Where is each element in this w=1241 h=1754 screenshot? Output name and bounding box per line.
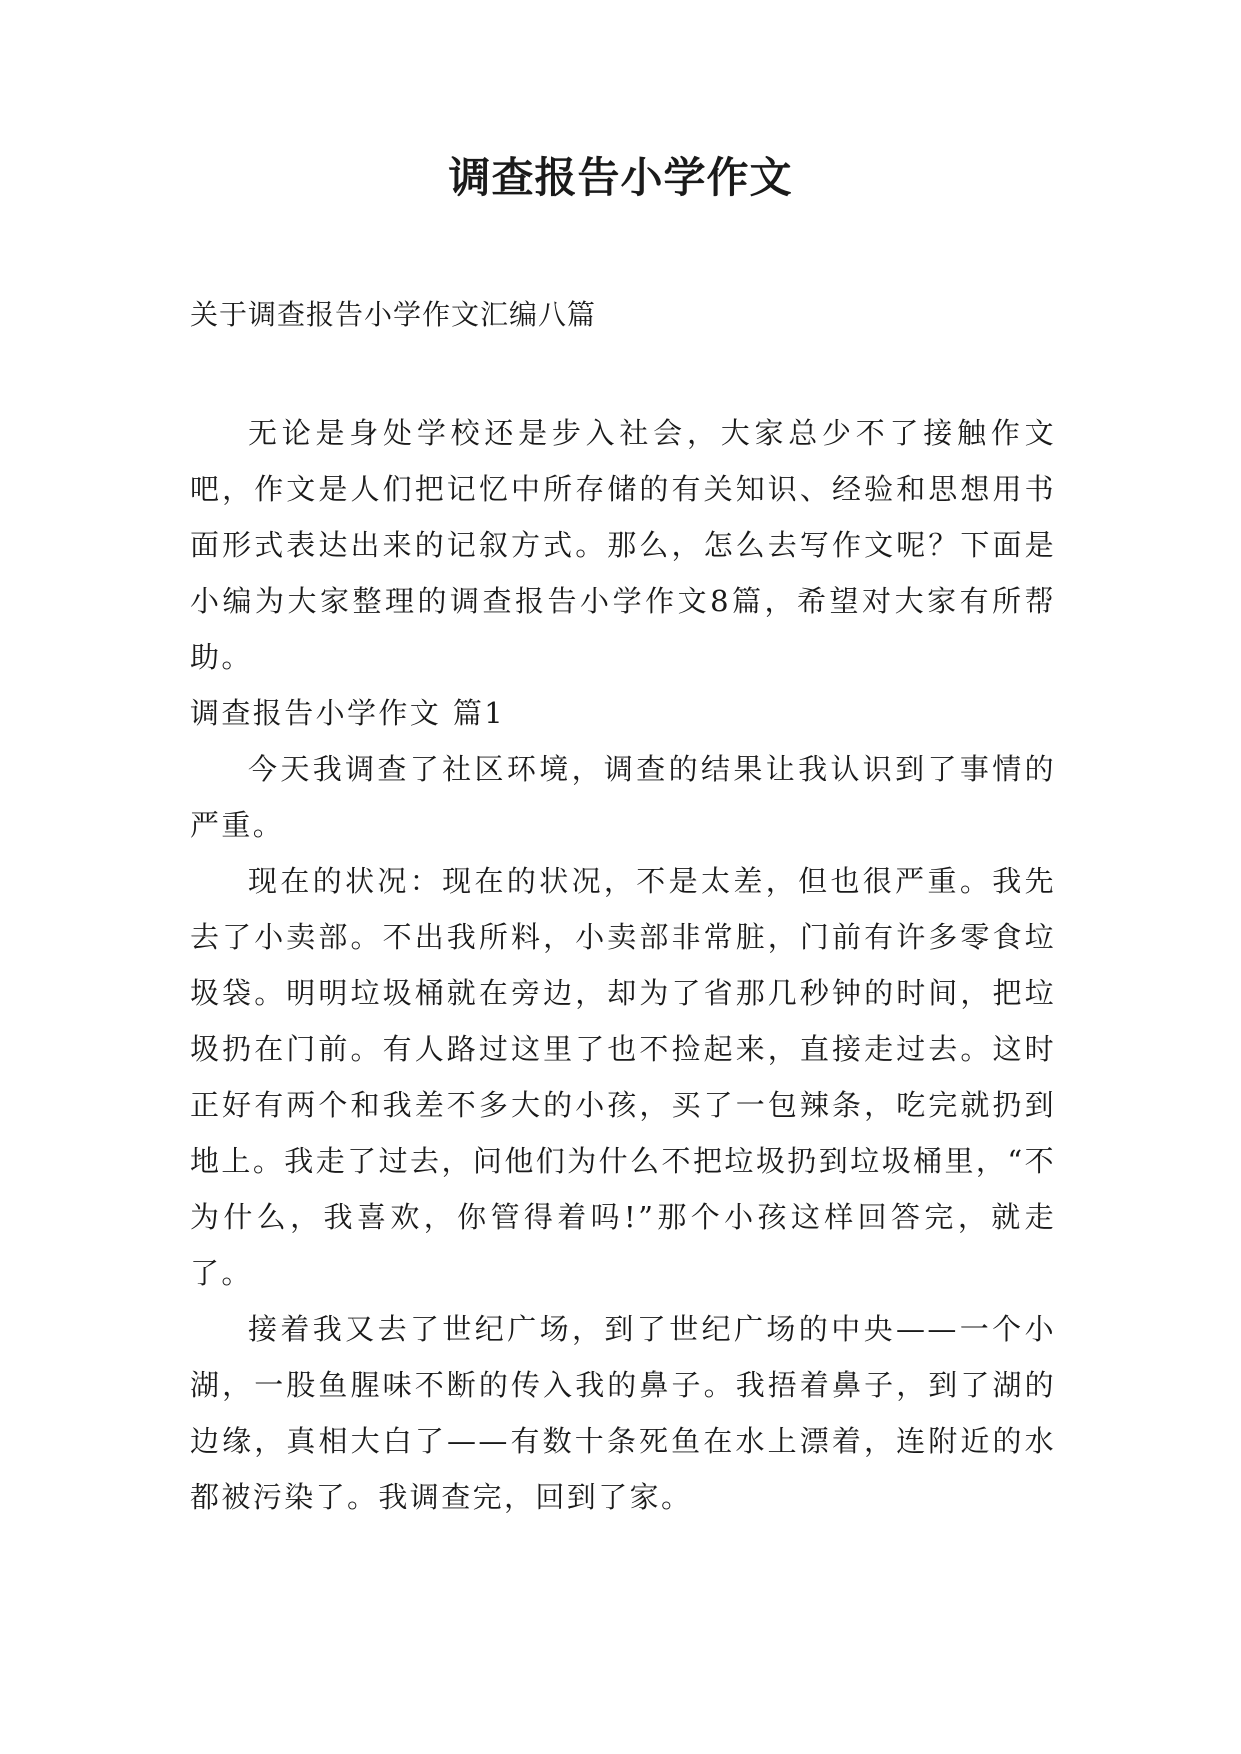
document-title: 调查报告小学作文	[448, 153, 793, 202]
body-paragraph: 现在的状况：现在的状况，不是太差，但也很严重。我先去了小卖部。不出我所料，小卖部非常脏，门前有许多零食垃圾袋。明明垃圾桶就在旁边，却为了省那几秒钟的时间，把垃圾扔在门前。有人路过这里了也不捡起来，直接走过去。这时正好有两个和我差不多大的小孩，买了一包辣条，吃完就扔到地上。我走了过去，问他们为什么不把垃圾扔到垃圾桶里，“不为什么，我喜欢，你管得着吗!”那个小孩这样回答完，就走了。	[190, 864, 1056, 1290]
section-heading: 调查报告小学作文 篇1	[190, 696, 506, 730]
document-subtitle: 关于调查报告小学作文汇编八篇	[190, 298, 597, 331]
intro-paragraph: 无论是身处学校还是步入社会，大家总少不了接触作文吧，作文是人们把记忆中所存储的有关知识、经验和思想用书面形式表达出来的记叙方式。那么，怎么去写作文呢？下面是小编为大家整理的调查报告小学作文8篇，希望对大家有所帮助。	[190, 416, 1056, 674]
document-body	[190, 405, 1056, 1525]
body-paragraph: 接着我又去了世纪广场，到了世纪广场的中央——一个小湖，一股鱼腥味不断的传入我的鼻子。我捂着鼻子，到了湖的边缘，真相大白了——有数十条死鱼在水上漂着，连附近的水都被污染了。我调查完，回到了家。	[190, 1312, 1056, 1514]
body-paragraph: 今天我调查了社区环境，调查的结果让我认识到了事情的严重。	[190, 752, 1056, 842]
